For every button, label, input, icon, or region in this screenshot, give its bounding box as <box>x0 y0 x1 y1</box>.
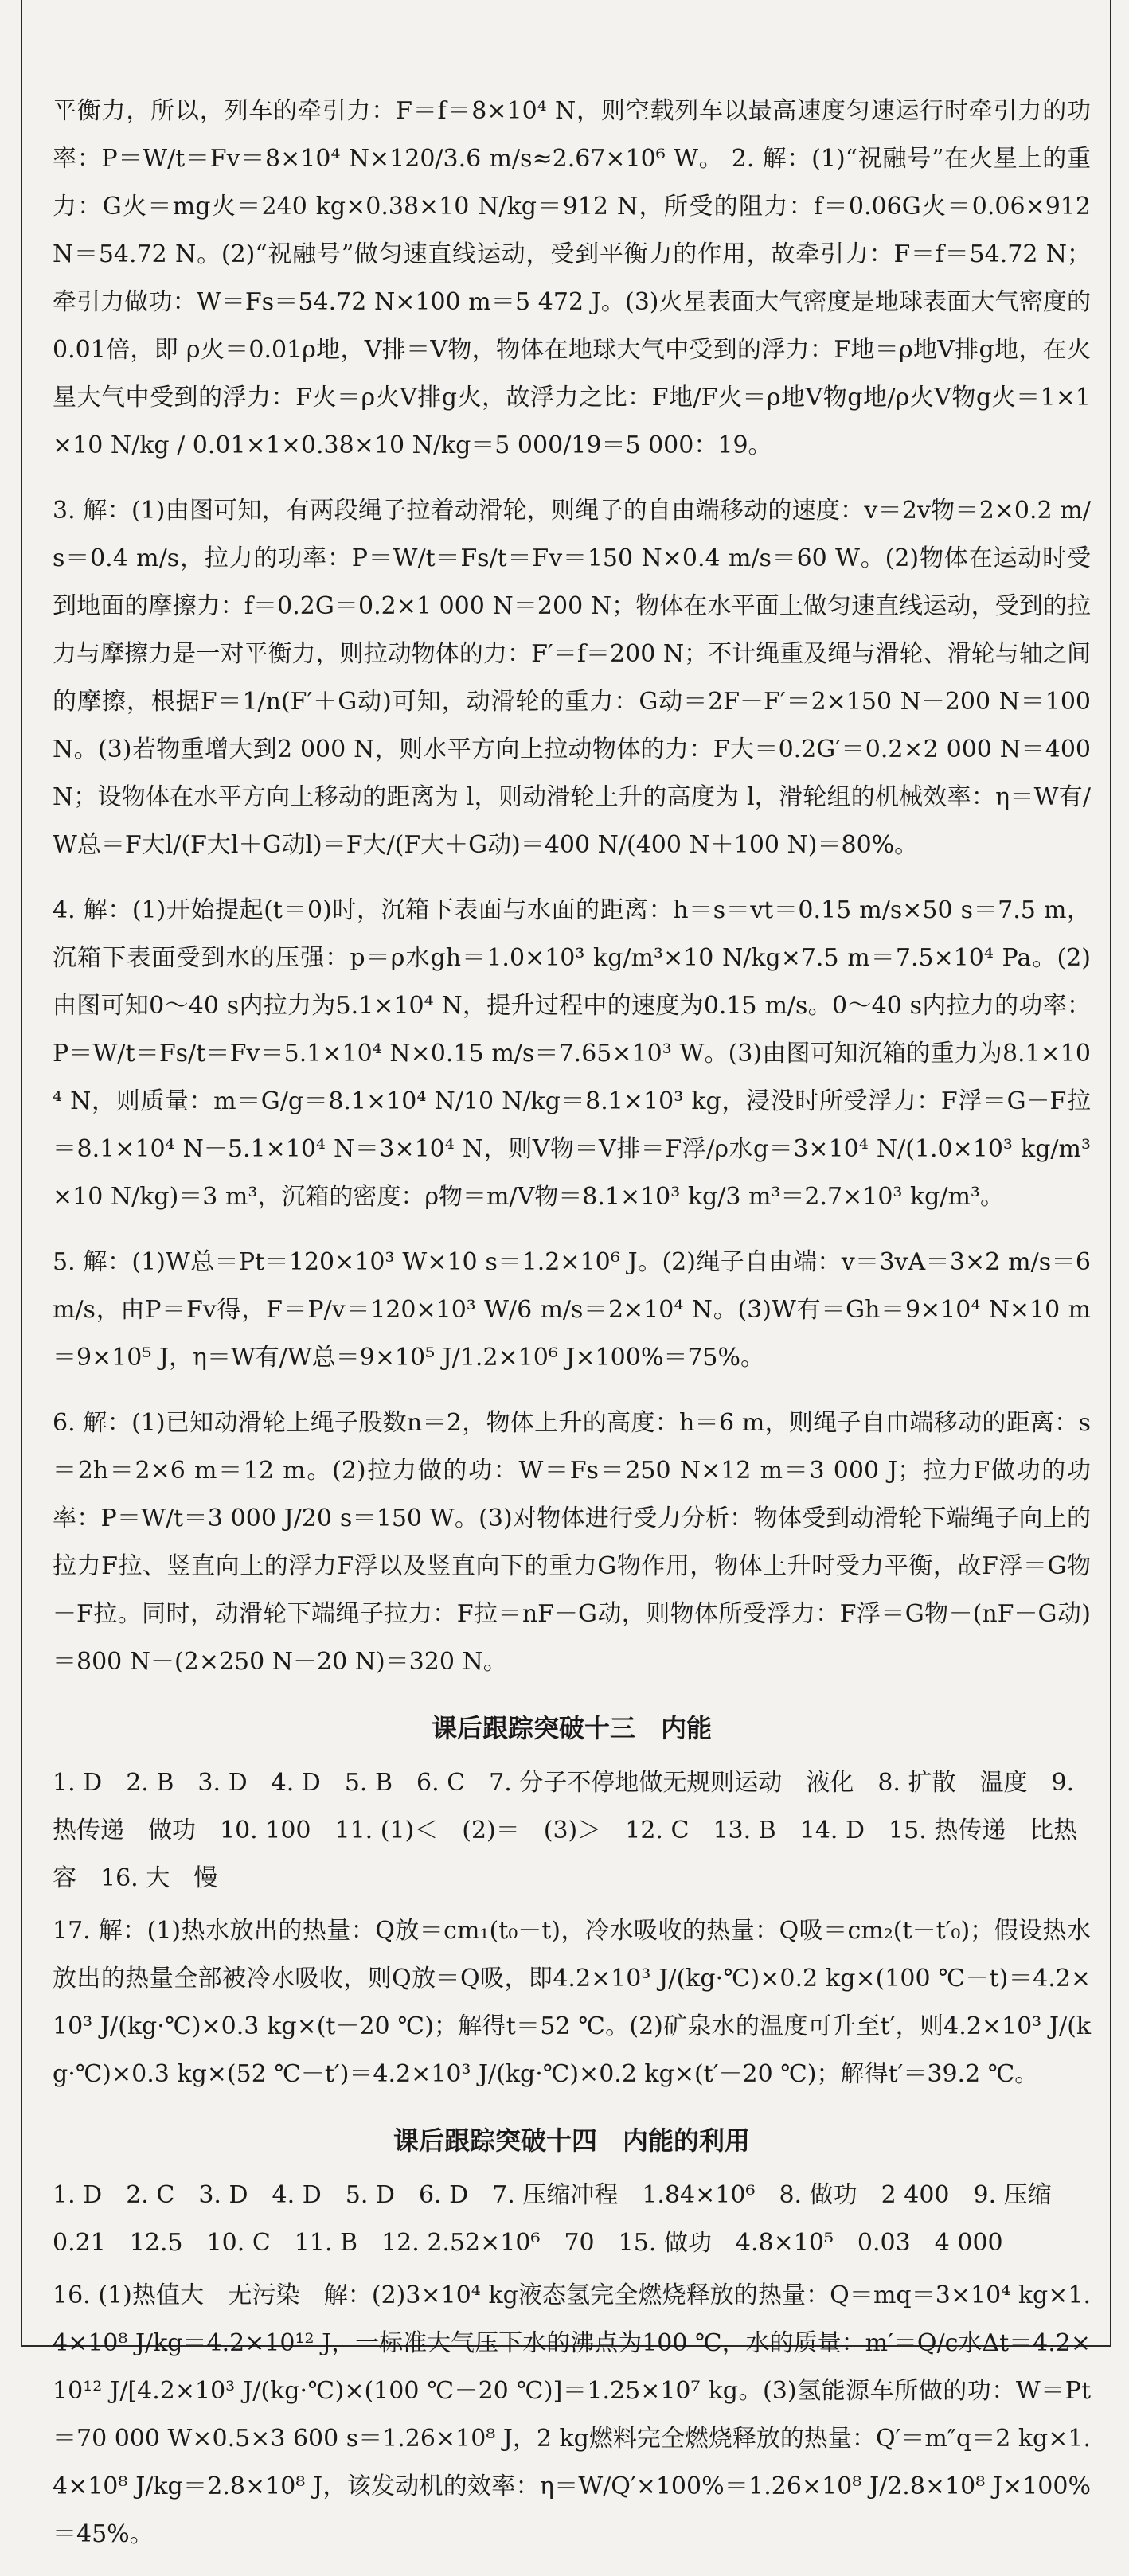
answer-block-1: 平衡力，所以，列车的牵引力：F＝f＝8×10⁴ N，则空载列车以最高速度匀速运行时牵引力的功率：P＝W/t＝Fv＝8×10⁴ N×120/3.6 m/s≈2.67×10⁶ W。 2. 解：(1)“祝融号”在火星上的重力：G火＝mg火＝240 kg×0.38×10 N/kg＝912 N，所受的阻力：f＝0.06G火＝0.06×912 N＝54.72 N。(2)“祝融号”做匀速直线运动，受到平衡力的作用，故牵引力：F＝f＝54.72 N；牵引力做功：W＝Fs＝54.72 N×100 m＝5 472 J。(3)火星表面大气密度是地球表面大气密度的0.01倍，即 ρ火＝0.01ρ地，V排＝V物，物体在地球大气中受到的浮力：F地＝ρ地V排g地，在火星大气中受到的浮力：F火＝ρ火V排g火，故浮力之比：F地/F火＝ρ地V物g地/ρ火V物g火＝1×1×10 N/kg / 0.01×1×0.38×10 N/kg＝5 000/19＝5 000：19。 <box>53 97 1091 459</box>
section-13-title: 课后跟踪突破十三 内能 <box>431 1713 712 1743</box>
left-border <box>21 0 22 2347</box>
answer-block-5: 5. 解：(1)W总＝Pt＝120×10³ W×10 s＝1.2×10⁶ J。(2)绳子自由端：v＝3vA＝3×2 m/s＝6 m/s，由P＝Fv得，F＝P/v＝120×10³ W/6 m/s＝2×10⁴ N。(3)W有＝Gh＝9×10⁴ N×10 m＝9×10⁵ J，η＝W有/W总＝9×10⁵ J/1.2×10⁶ J×100%＝75%。 <box>53 1248 1091 1372</box>
answer-content <box>53 88 1091 2576</box>
answer-block-4: 4. 解：(1)开始提起(t＝0)时，沉箱下表面与水面的距离：h＝s＝vt＝0.15 m/s×50 s＝7.5 m，沉箱下表面受到水的压强：p＝ρ水gh＝1.0×10³ kg/m³×10 N/kg×7.5 m＝7.5×10⁴ Pa。(2)由图可知0～40 s内拉力为5.1×10⁴ N，提升过程中的速度为0.15 m/s。0～40 s内拉力的功率：P＝W/t＝Fs/t＝Fv＝5.1×10⁴ N×0.15 m/s＝7.65×10³ W。(3)由图可知沉箱的重力为8.1×10⁴ N，则质量：m＝G/g＝8.1×10⁴ N/10 N/kg＝8.1×10³ kg，浸没时所受浮力：F浮＝G－F拉＝8.1×10⁴ N－5.1×10⁴ N＝3×10⁴ N，则V物＝V排＝F浮/ρ水g＝3×10⁴ N/(1.0×10³ kg/m³×10 N/kg)＝3 m³，沉箱的密度：ρ物＝m/V物＝8.1×10³ kg/3 m³＝2.7×10³ kg/m³。 <box>53 896 1091 1211</box>
section-14-title: 课后跟踪突破十四 内能的利用 <box>393 2125 750 2156</box>
answer-block-3: 3. 解：(1)由图可知，有两段绳子拉着动滑轮，则绳子的自由端移动的速度：v＝2v物＝2×0.2 m/s＝0.4 m/s，拉力的功率：P＝W/t＝Fs/t＝Fv＝150 N×0.4 m/s＝60 W。(2)物体在运动时受到地面的摩擦力：f＝0.2G＝0.2×1 000 N＝200 N；物体在水平面上做匀速直线运动，受到的拉力与摩擦力是一对平衡力，则拉动物体的力：F′＝f＝200 N；不计绳重及绳与滑轮、滑轮与轴之间的摩擦，根据F＝1/n(F′＋G动)可知，动滑轮的重力：G动＝2F－F′＝2×150 N－200 N＝100 N。(3)若物重增大到2 000 N，则水平方向上拉动物体的力：F大＝0.2G′＝0.2×2 000 N＝400 N；设物体在水平方向上移动的距离为 l，则动滑轮上升的高度为 l，滑轮组的机械效率：η＝W有/W总＝F大l/(F大l＋G动l)＝F大/(F大＋G动)＝400 N/(400 N＋100 N)＝80%。 <box>53 497 1091 859</box>
section-14-solution: 16. (1)热值大 无污染 解：(2)3×10⁴ kg液态氢完全燃烧释放的热量：Q＝mq＝3×10⁴ kg×1.4×10⁸ J/kg＝4.2×10¹² J，一标准大气压下水的沸点为100 ℃，水的质量：m′＝Q/c水Δt＝4.2×10¹² J/[4.2×10³ J/(kg·℃)×(100 ℃－20 ℃)]＝1.25×10⁷ kg。(3)氢能源车所做的功：W＝Pt＝70 000 W×0.5×3 600 s＝1.26×10⁸ J，2 kg燃料完全燃烧释放的热量：Q′＝m″q＝2 kg×1.4×10⁸ J/kg＝2.8×10⁸ J，该发动机的效率：η＝W/Q′×100%＝1.26×10⁸ J/2.8×10⁸ J×100%＝45%。 <box>53 2281 1091 2548</box>
answer-block-6: 6. 解：(1)已知动滑轮上绳子股数n＝2，物体上升的高度：h＝6 m，则绳子自由端移动的距离：s＝2h＝2×6 m＝12 m。(2)拉力做的功：W＝Fs＝250 N×12 m＝3 000 J；拉力F做功的功率：P＝W/t＝3 000 J/20 s＝150 W。(3)对物体进行受力分析：物体受到动滑轮下端绳子向上的拉力F拉、竖直向上的浮力F浮以及竖直向下的重力G物作用，物体上升时受力平衡，故F浮＝G物－F拉。同时，动滑轮下端绳子拉力：F拉＝nF－G动，则物体所受浮力：F浮＝G物－(nF－G动)＝800 N－(2×250 N－20 N)＝320 N。 <box>53 1409 1091 1676</box>
section-13-solution: 17. 解：(1)热水放出的热量：Q放＝cm₁(t₀－t)，冷水吸收的热量：Q吸＝cm₂(t－t′₀)；假设热水放出的热量全部被冷水吸收，则Q放＝Q吸，即4.2×10³ J/(kg·℃)×0.2 kg×(100 ℃－t)＝4.2×10³ J/(kg·℃)×0.3 kg×(t－20 ℃)；解得t＝52 ℃。(2)矿泉水的温度可升至t′，则4.2×10³ J/(kg·℃)×0.3 kg×(52 ℃－t′)＝4.2×10³ J/(kg·℃)×0.2 kg×(t′－20 ℃)；解得t′＝39.2 ℃。 <box>53 1917 1091 2088</box>
right-border <box>1110 0 1111 2347</box>
section-14-choices: 1. D 2. C 3. D 4. D 5. D 6. D 7. 压缩冲程 1.84×10⁶ 8. 做功 2 400 9. 压缩 0.21 12.5 10. C 11. B 12. 2.52×10⁶ 70 15. 做功 4.8×10⁵ 0.03 4 000 <box>53 2181 1076 2257</box>
section-13-choices: 1. D 2. B 3. D 4. D 5. B 6. C 7. 分子不停地做无规则运动 液化 8. 扩散 温度 9. 热传递 做功 10. 100 11. (1)＜ (2)＝ (3)＞ 12. C 13. B 14. D 15. 热传递 比热容 16. 大 慢 <box>53 1769 1078 1892</box>
